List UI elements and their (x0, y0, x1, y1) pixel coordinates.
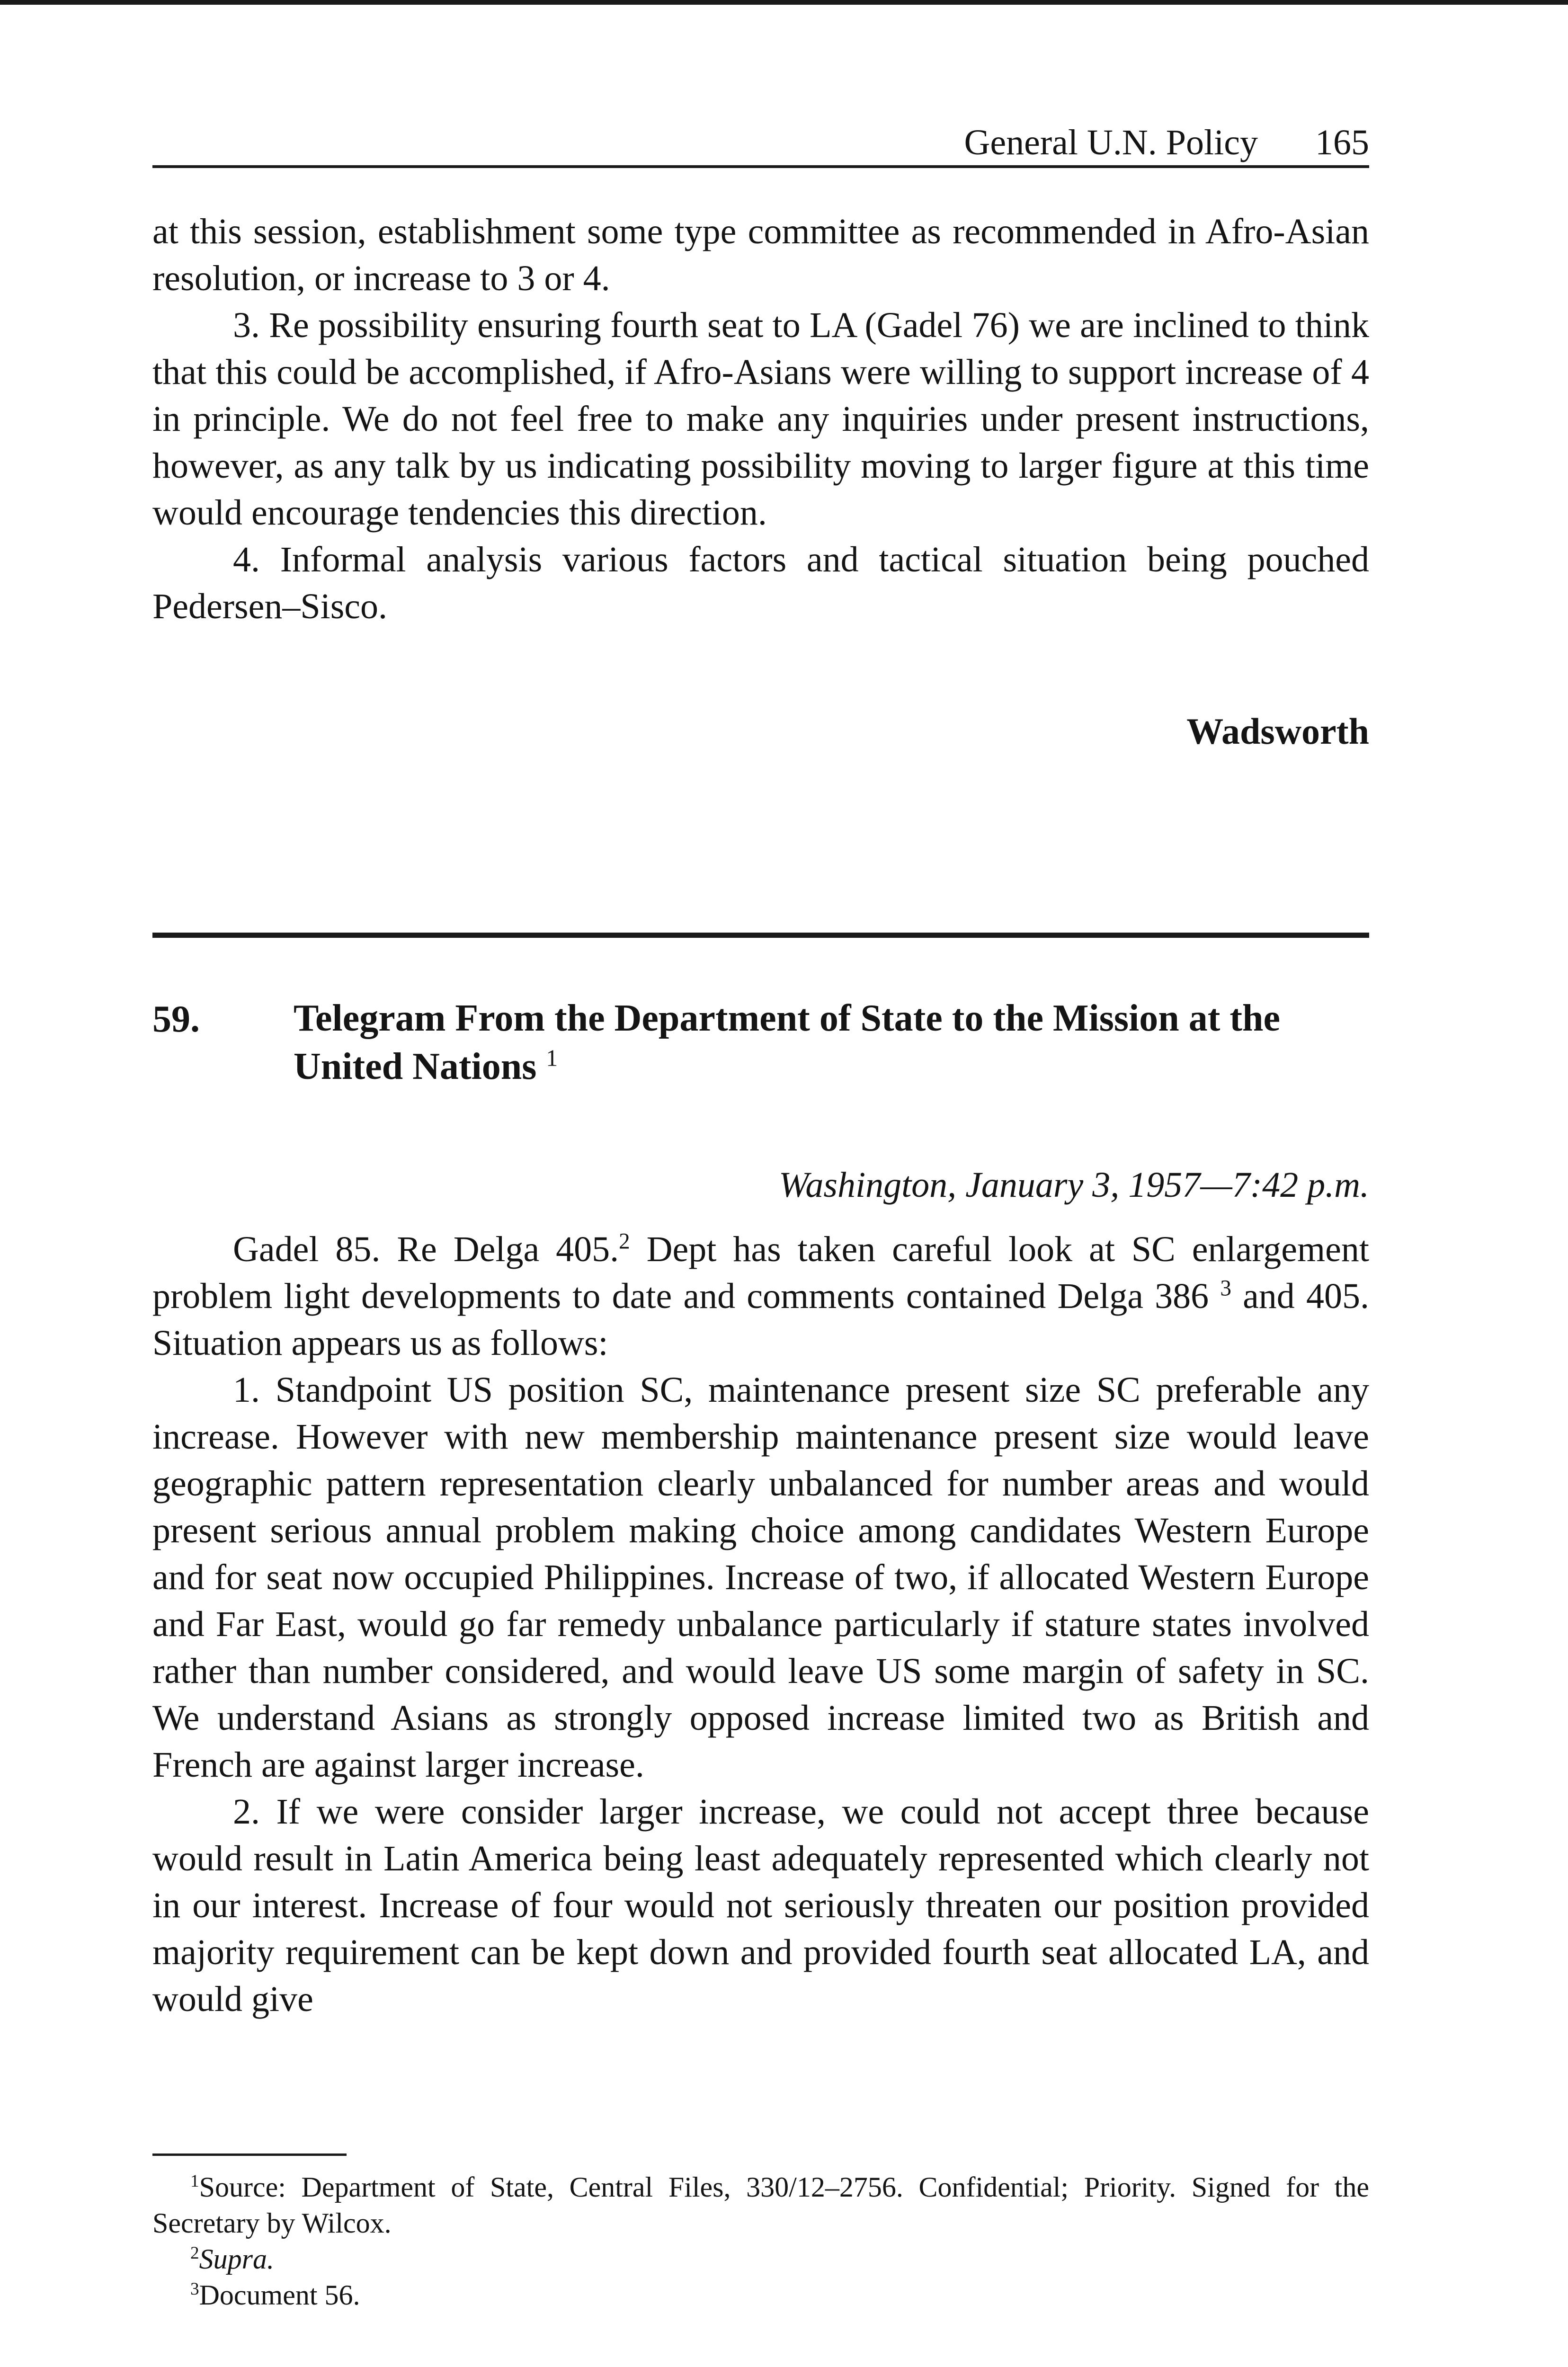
signature: Wadsworth (1186, 711, 1369, 752)
text: and 405. Situation appears us as follows: (152, 1276, 1369, 1363)
footnote (152, 2241, 1369, 2277)
paragraph: 2. If we were consider larger increase, we could not accept three because would result in Latin America being least adequately represented which clearly not in our interest. Increase of four would not seriously threaten our position provided majority requirement can be kept down and provided fourth seat allocated LA, and would give (152, 1792, 1369, 2019)
footnote-rule (152, 2153, 347, 2156)
footnote-text: Supra. (199, 2243, 274, 2275)
continuation-text (152, 208, 1369, 630)
footnote (152, 2169, 1369, 2241)
footnote-mark: 3 (190, 2279, 199, 2299)
footnote-mark: 2 (190, 2243, 199, 2263)
footnotes (152, 2169, 1369, 2313)
header-rule (152, 165, 1369, 168)
dateline: Washington, January 3, 1957—7:42 p.m. (779, 1165, 1369, 1205)
footnote-text: Source: Department of State, Central Files, 330/12–2756. Confidential; Priority. Signed for the Secretary by Wilcox. (152, 2171, 1369, 2239)
text: Gadel 85. Re Delga 405. (233, 1229, 619, 1269)
running-header-title: General U.N. Policy (964, 123, 1258, 162)
telegram-body (152, 1226, 1369, 2023)
footnote-ref: 1 (546, 1045, 558, 1071)
paragraph: at this session, establishment some type committee as recommended in Afro-Asian resolution, or increase to 3 or 4. (152, 212, 1369, 298)
text: Dept has taken careful look at SC enlargement problem light developments to date and comments contained Delga 386 (152, 1229, 1369, 1316)
document-title (294, 994, 1369, 1091)
footnote-mark: 1 (190, 2171, 199, 2191)
paragraph: 4. Informal analysis various factors and tactical situation being pouched Pedersen–Sisco. (152, 540, 1369, 626)
paragraph: 3. Re possibility ensuring fourth seat to LA (Gadel 76) we are inclined to think that this could be accomplished, if Afro-Asians were willing to support increase of 4 in principle. We do not feel free to make any inquiries under present instructions, however, as any talk by us indicating possibility moving to larger figure at this time would encourage tendencies this direction. (152, 305, 1369, 533)
footnote (152, 2277, 1369, 2313)
document-number: 59. (152, 998, 200, 1040)
paragraph (152, 1226, 1369, 1367)
footnote-ref: 2 (619, 1229, 630, 1254)
document-title-text: Telegram From the Department of State to the Mission at the United Nations (294, 997, 1281, 1087)
running-header (152, 116, 1369, 163)
footnote-ref: 3 (1220, 1276, 1231, 1301)
document-separator-rule (152, 933, 1369, 938)
page-number: 165 (1315, 123, 1369, 162)
paragraph: 1. Standpoint US position SC, maintenance present size SC preferable any increase. However with new membership maintenance present size would leave geographic pattern representation clearly unbalanced for number areas and would present serious annual problem making choice among candidates Western Europe and for seat now occupied Philippines. Increase of two, if allocated Western Europe and Far East, would go far remedy unbalance particularly if stature states involved rather than number considered, and would leave US some margin of safety in SC. We understand Asians as strongly opposed increase limited two as British and French are against larger increase. (152, 1370, 1369, 1785)
footnote-text: Document 56. (199, 2279, 360, 2311)
scan-top-edge (0, 0, 1568, 5)
